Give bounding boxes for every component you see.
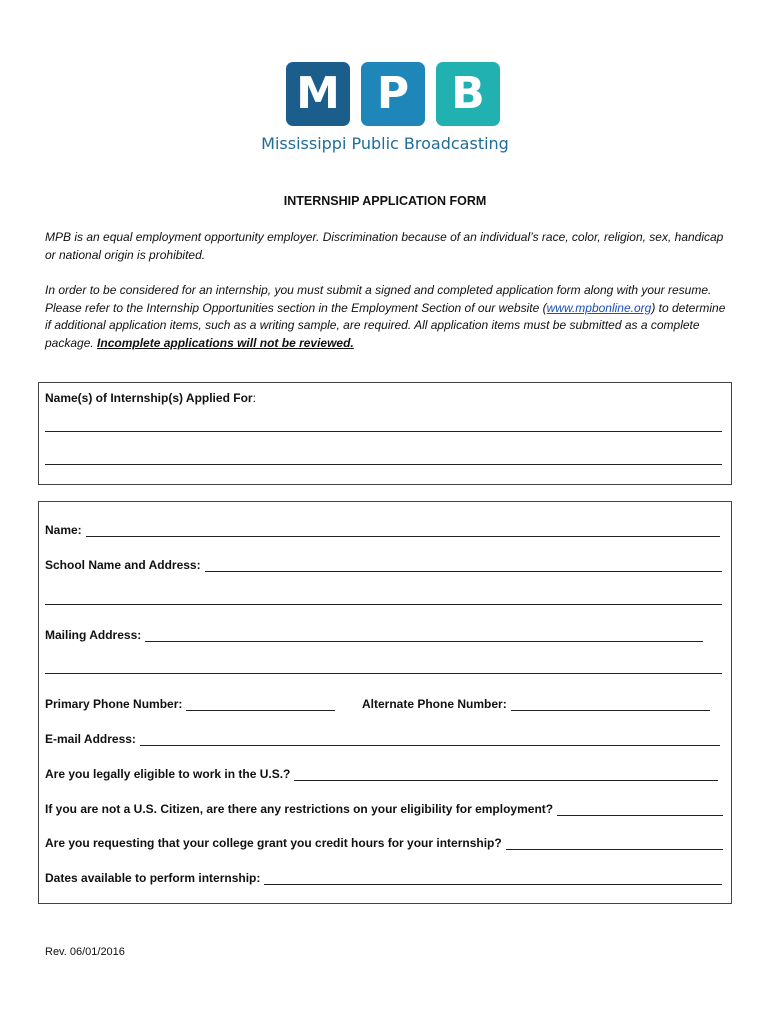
internship-names-label: Name(s) of Internship(s) Applied For: [45,391,256,405]
form-title: INTERNSHIP APPLICATION FORM [283,194,487,208]
submission-instructions [45,282,730,352]
alternate-phone-row [362,695,710,711]
instructions-text-b: ) to determine if additional application items, such as a writing sample, are required. All application items must be submitted as a complete package. [45,300,726,350]
instructions-text-a: In order to be considered for an internship, you must submit a signed and completed application form along with your resume. Please refer to the Internship Opportunities section in the Employment Section of our website ( [45,283,712,315]
email-field[interactable] [140,733,720,746]
mpb-logo [255,62,515,162]
logo-caption: Mississippi Public Broadcasting [261,134,509,153]
eligibility-row [45,765,718,781]
logo-letter-p: P [361,62,425,126]
name-field[interactable] [86,524,720,537]
primary-phone-row [45,695,335,711]
mailing-field-line-2[interactable] [45,673,722,674]
internship-names-row [45,389,260,405]
credit-hours-label: Are you requesting that your college grant you credit hours for your internship? [45,836,502,850]
dates-row [45,869,722,885]
internship-names-line-2[interactable] [45,464,722,465]
restrictions-row [45,800,723,816]
restrictions-label: If you are not a U.S. Citizen, are there any restrictions on your eligibility for employment? [45,802,554,816]
school-row [45,556,722,572]
eligibility-label: Are you legally eligible to work in the U.S.? [45,767,291,781]
mailing-field[interactable] [145,629,703,642]
credit-hours-field[interactable] [506,837,723,850]
mailing-label: Mailing Address: [45,628,142,642]
dates-field[interactable] [264,872,722,885]
internship-names-line-1[interactable] [45,431,722,432]
dates-label: Dates available to perform internship: [45,871,261,885]
school-field[interactable] [205,559,722,572]
eligibility-field[interactable] [294,768,718,781]
email-row [45,730,720,746]
eeo-statement: MPB is an equal employment opportunity employer. Discrimination because of an individual’s race, color, religion, sex, handicap or national origin is prohibited. [45,230,724,262]
revision-date: Rev. 06/01/2016 [45,946,125,958]
name-label: Name: [45,523,82,537]
logo-letter-b: B [436,62,500,126]
alternate-phone-label: Alternate Phone Number: [362,697,507,711]
logo-letter-m: M [286,62,350,126]
incomplete-warning: Incomplete applications will not be reviewed. [97,335,354,350]
school-field-line-2[interactable] [45,604,722,605]
mailing-row [45,626,703,642]
restrictions-field[interactable] [557,803,723,816]
name-row [45,521,720,537]
primary-phone-field[interactable] [186,698,335,711]
alternate-phone-field[interactable] [511,698,710,711]
credit-hours-row [45,834,723,850]
email-label: E-mail Address: [45,732,136,746]
school-label: School Name and Address: [45,558,201,572]
website-link[interactable]: www.mpbonline.org [546,300,652,315]
primary-phone-label: Primary Phone Number: [45,697,183,711]
